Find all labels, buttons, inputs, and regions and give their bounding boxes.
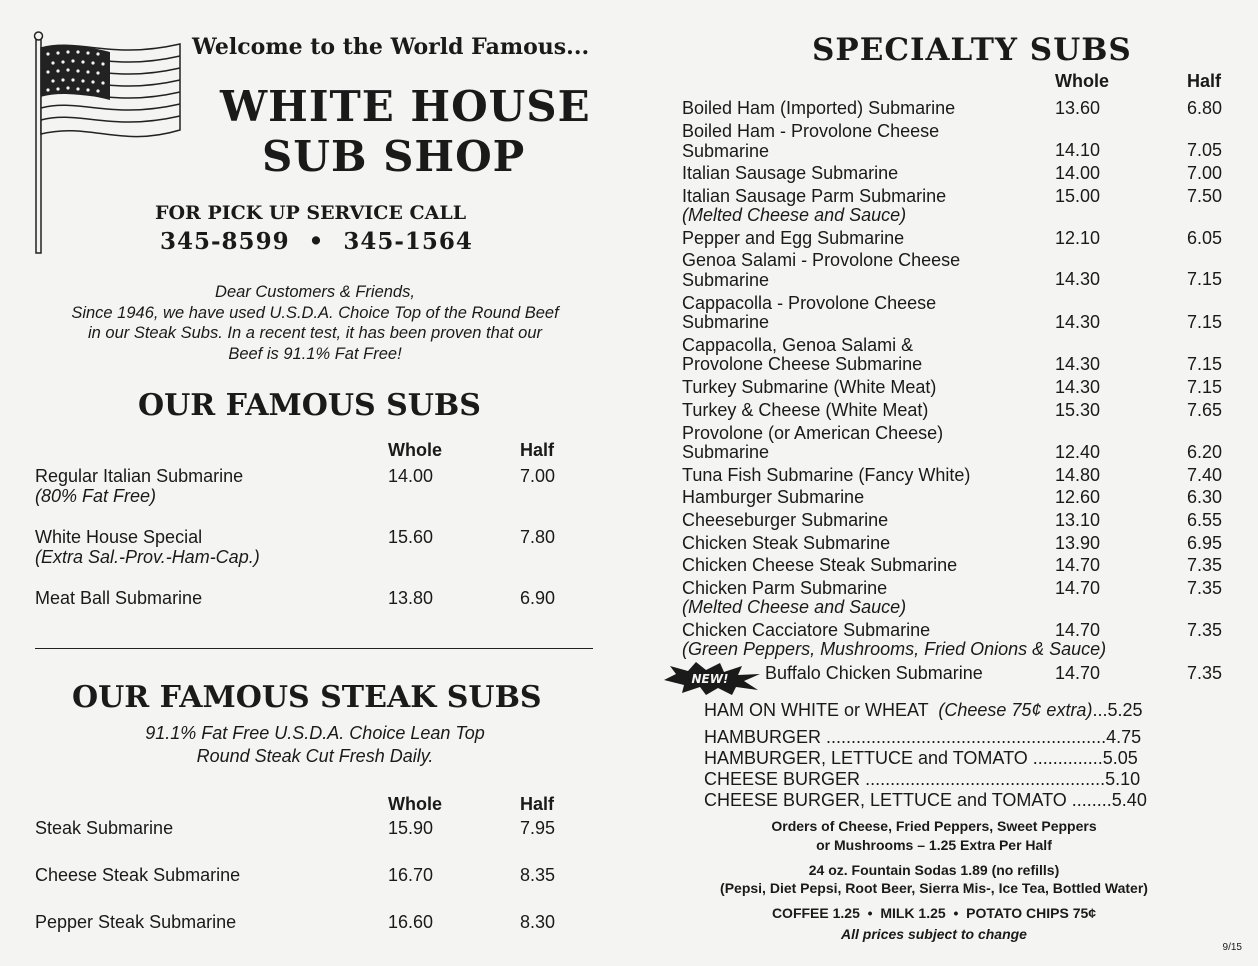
intro-line: Beef is 91.1% Fat Free! xyxy=(228,344,402,363)
specialty-item-name: Italian Sausage Submarine xyxy=(682,163,899,183)
dot-leader: ................................................ xyxy=(865,769,1106,789)
specialty-item-name-cont: Submarine xyxy=(682,442,770,462)
dot-leader: .............. xyxy=(1032,748,1103,768)
specialty-item-name-cont: Submarine xyxy=(682,270,770,290)
intro-line: Since 1946, we have used U.S.D.A. Choice Top of the Round Beef xyxy=(71,303,559,322)
price-half: 7.80 xyxy=(520,527,556,547)
price-whole: 15.30 xyxy=(1055,400,1101,420)
price-whole: 14.70 xyxy=(1055,555,1101,575)
specialty-item-name: Chicken Cacciatore Submarine xyxy=(682,620,931,640)
price-half: 7.00 xyxy=(1187,163,1223,183)
intro-line: in our Steak Subs. In a recent test, it has been proven that our xyxy=(87,324,543,342)
price-half: 7.40 xyxy=(1187,465,1223,485)
specialty-item-name: Chicken Steak Submarine xyxy=(682,533,891,553)
dot-leader: ........................................................ xyxy=(826,727,1107,747)
price-whole: 14.70 xyxy=(1055,663,1101,683)
price-half: 7.00 xyxy=(520,466,556,486)
price-half: 8.35 xyxy=(520,865,556,885)
intro-line: Dear Customers & Friends, xyxy=(215,283,415,301)
price-whole: 14.30 xyxy=(1055,312,1101,332)
famous-subs-heading: OUR FAMOUS SUBS xyxy=(138,388,481,423)
price-whole: 12.10 xyxy=(1055,228,1101,248)
price-whole: 16.70 xyxy=(388,865,434,885)
specialty-item-note: (Melted Cheese and Sauce) xyxy=(682,205,907,225)
sodas-line-1: 24 oz. Fountain Sodas 1.89 (no refills) xyxy=(808,862,1060,878)
steak-subtitle-line: Round Steak Cut Fresh Daily. xyxy=(196,746,434,766)
section-divider xyxy=(35,648,593,649)
intro-message xyxy=(40,282,590,364)
specialty-item-name: Turkey & Cheese (White Meat) xyxy=(682,400,929,420)
price-whole: 15.00 xyxy=(1055,186,1101,206)
specialty-item-name-cont: Submarine xyxy=(682,312,770,332)
price-half: 6.90 xyxy=(520,588,556,608)
specialty-item-name: Chicken Cheese Steak Submarine xyxy=(682,555,958,575)
menu-item-note: (80% Fat Free) xyxy=(35,486,157,506)
specialty-subs-heading: SPECIALTY SUBS xyxy=(812,32,1132,68)
price-half: 7.35 xyxy=(1187,555,1223,575)
price-half: 7.15 xyxy=(1187,312,1223,332)
phone-separator: • xyxy=(308,228,325,255)
menu-item-name: Steak Submarine xyxy=(35,818,174,838)
page-number: 9/15 xyxy=(1222,942,1242,953)
price-whole: 16.60 xyxy=(388,912,434,932)
price-whole: 14.10 xyxy=(1055,140,1101,160)
dot-leader: ........ xyxy=(1071,790,1112,810)
price-whole: 14.30 xyxy=(1055,377,1101,397)
price-whole: 14.70 xyxy=(1055,620,1101,640)
sandwich-price: 4.75 xyxy=(1106,727,1142,747)
specialty-item-note: (Melted Cheese and Sauce) xyxy=(682,597,907,617)
phone-2: 345-1564 xyxy=(343,228,473,255)
sandwich-price: 5.05 xyxy=(1102,748,1138,768)
sandwich-name: CHEESE BURGER, LETTUCE and TOMATO xyxy=(704,790,1067,810)
specialty-item-name-cont: Submarine xyxy=(682,141,770,161)
sandwich-price: 5.25 xyxy=(1107,700,1143,720)
price-whole: 15.60 xyxy=(388,527,434,547)
price-half: 7.35 xyxy=(1187,578,1223,598)
new-badge-icon xyxy=(662,660,762,696)
price-half: 7.15 xyxy=(1187,269,1223,289)
menu-item-name: Pepper Steak Submarine xyxy=(35,912,237,932)
famous-half-header: Half xyxy=(520,440,555,460)
steak-half-header: Half xyxy=(520,794,555,814)
price-half: 7.35 xyxy=(1187,620,1223,640)
price-whole: 14.30 xyxy=(1055,269,1101,289)
price-disclaimer: All prices subject to change xyxy=(841,926,1027,942)
price-half: 6.20 xyxy=(1187,442,1223,462)
price-half: 6.05 xyxy=(1187,228,1223,248)
sandwich-name: HAM ON WHITE or WHEAT xyxy=(704,700,929,720)
price-whole: 14.00 xyxy=(388,466,434,486)
specialty-item-name: Cappacolla, Genoa Salami & xyxy=(682,335,914,355)
price-half: 6.80 xyxy=(1187,98,1223,118)
sandwich-line xyxy=(704,748,1138,769)
specialty-item-name: Turkey Submarine (White Meat) xyxy=(682,377,937,397)
sandwich-price: 5.40 xyxy=(1111,790,1147,810)
price-whole: 12.60 xyxy=(1055,487,1101,507)
sandwich-name: HAMBURGER, LETTUCE and TOMATO xyxy=(704,748,1028,768)
sodas-line-2: (Pepsi, Diet Pepsi, Root Beer, Sierra Mis-, Ice Tea, Bottled Water) xyxy=(720,880,1148,896)
sandwich-line xyxy=(704,727,1141,748)
price-half: 7.05 xyxy=(1187,140,1223,160)
shop-title-line1: WHITE HOUSE xyxy=(220,82,591,131)
price-whole: 13.80 xyxy=(388,588,434,608)
specialty-item-name: Tuna Fish Submarine (Fancy White) xyxy=(682,465,971,485)
specialty-item-name: Boiled Ham (Imported) Submarine xyxy=(682,98,956,118)
sandwich-line xyxy=(704,769,1140,790)
specialty-half-header: Half xyxy=(1187,71,1222,91)
sandwich-price: 5.10 xyxy=(1105,769,1141,789)
specialty-item-name-cont: Provolone Cheese Submarine xyxy=(682,354,923,374)
phone-1: 345-8599 xyxy=(160,228,290,255)
steak-subtitle-line: 91.1% Fat Free U.S.D.A. Choice Lean Top xyxy=(145,723,485,743)
price-half: 6.55 xyxy=(1187,510,1223,530)
price-whole: 14.00 xyxy=(1055,163,1101,183)
steak-subtitle xyxy=(100,722,530,768)
welcome-text: Welcome to the World Famous... xyxy=(192,34,590,60)
price-whole: 13.90 xyxy=(1055,533,1101,553)
price-half: 6.30 xyxy=(1187,487,1223,507)
specialty-item-name: Cappacolla - Provolone Cheese xyxy=(682,293,937,313)
price-whole: 14.80 xyxy=(1055,465,1101,485)
price-whole: 14.30 xyxy=(1055,354,1101,374)
specialty-item-name: Genoa Salami - Provolone Cheese xyxy=(682,250,961,270)
specialty-whole-header: Whole xyxy=(1055,71,1109,91)
shop-title-line2: SUB SHOP xyxy=(262,132,526,181)
steak-subs-heading: OUR FAMOUS STEAK SUBS xyxy=(72,680,542,715)
sandwich-note: (Cheese 75¢ extra) xyxy=(938,700,1093,720)
misc-prices: COFFEE 1.25 • MILK 1.25 • POTATO CHIPS 75¢ xyxy=(771,905,1097,921)
price-half: 7.15 xyxy=(1187,377,1223,397)
price-half: 7.65 xyxy=(1187,400,1223,420)
price-half: 7.50 xyxy=(1187,186,1223,206)
extras-line-1: Orders of Cheese, Fried Peppers, Sweet Peppers xyxy=(771,818,1097,834)
price-whole: 15.90 xyxy=(388,818,434,838)
new-badge-text: NEW! xyxy=(691,672,729,686)
menu-item-name: Cheese Steak Submarine xyxy=(35,865,241,885)
sandwich-line xyxy=(704,790,1147,811)
menu-item-note: (Extra Sal.-Prov.-Ham-Cap.) xyxy=(35,547,260,567)
specialty-item-name: Cheeseburger Submarine xyxy=(682,510,889,530)
price-whole: 13.60 xyxy=(1055,98,1101,118)
menu-item-name: Regular Italian Submarine xyxy=(35,466,244,486)
specialty-item-note: (Green Peppers, Mushrooms, Fried Onions & Sauce) xyxy=(682,639,1107,659)
extras-line-2: or Mushrooms – 1.25 Extra Per Half xyxy=(816,837,1052,853)
sandwich-name: HAMBURGER xyxy=(704,727,822,747)
price-half: 7.35 xyxy=(1187,663,1223,683)
specialty-item-name: Italian Sausage Parm Submarine xyxy=(682,186,947,206)
famous-whole-header: Whole xyxy=(388,440,442,460)
sandwich-line xyxy=(704,700,1143,721)
american-flag-icon xyxy=(30,30,190,260)
specialty-item-name: Hamburger Submarine xyxy=(682,487,865,507)
price-whole: 12.40 xyxy=(1055,442,1101,462)
price-half: 7.15 xyxy=(1187,354,1223,374)
phone-numbers xyxy=(160,228,473,255)
price-half: 8.30 xyxy=(520,912,556,932)
sandwich-name: CHEESE BURGER xyxy=(704,769,861,789)
price-whole: 14.70 xyxy=(1055,578,1101,598)
specialty-item-name: Boiled Ham - Provolone Cheese xyxy=(682,121,940,141)
specialty-item-name: Chicken Parm Submarine xyxy=(682,578,888,598)
dot-leader: ... xyxy=(1092,700,1108,720)
price-half: 7.95 xyxy=(520,818,556,838)
steak-whole-header: Whole xyxy=(388,794,442,814)
pickup-text: FOR PICK UP SERVICE CALL xyxy=(155,202,467,224)
specialty-item-name: Provolone (or American Cheese) xyxy=(682,423,944,443)
menu-item-name: White House Special xyxy=(35,527,203,547)
specialty-item-name: Buffalo Chicken Submarine xyxy=(765,663,983,683)
price-whole: 13.10 xyxy=(1055,510,1101,530)
menu-item-name: Meat Ball Submarine xyxy=(35,588,203,608)
specialty-item-name: Pepper and Egg Submarine xyxy=(682,228,905,248)
price-half: 6.95 xyxy=(1187,533,1223,553)
